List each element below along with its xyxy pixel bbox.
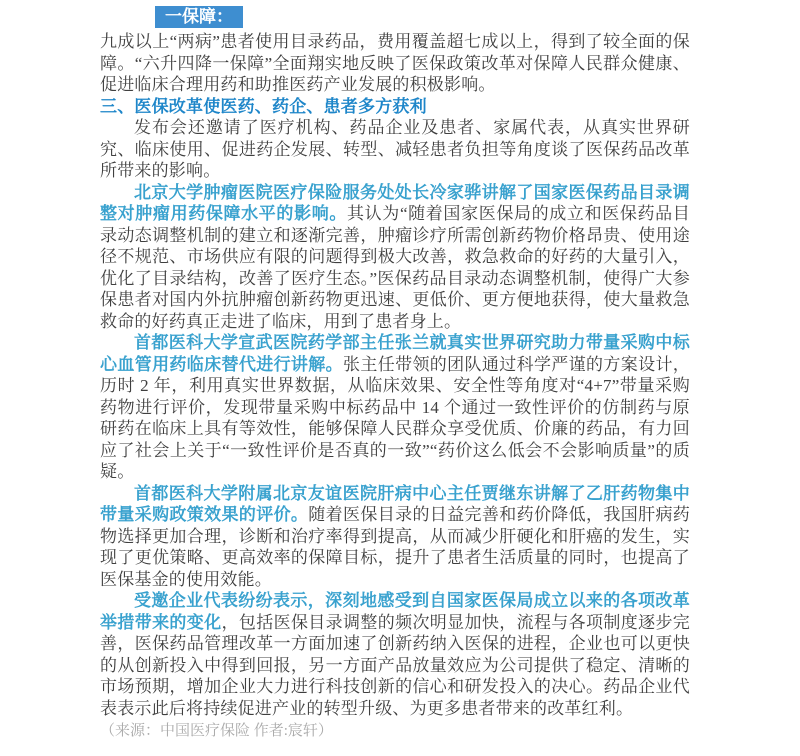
section-heading: 三、医保改革使医药、药企、患者多方获利 (100, 96, 427, 116)
paragraph (100, 483, 690, 591)
body-text: 发布会还邀请了医疗机构、药品企业及患者、家属代表，从真实世界研究、临床使用、促进药企发展、转型、减轻患者负担等角度谈了医保药品改革所带来的影响。 (100, 118, 690, 180)
body-text: 随着医保目录的日益完善和药价降低，我国肝病药物选择更加合理，诊断和治疗率得到提高，从而减少肝硬化和肝癌的发生，实现了更优策略、更高效率的保障目标，提升了患者生活质量的同时，也提高了医保基金的使用效能。 (100, 505, 690, 589)
paragraph (100, 117, 690, 182)
paragraph (100, 590, 690, 719)
body-text: 张主任带领的团队通过科学严谨的方案设计，历时 2 年，利用真实世界数据，从临床效果、安全性等角度对“4+7”带量采购药物进行评价，发现带量采购中标药品中 14 个通过一致性评价的仿制药与原研药在临床上具有等效性，能够保障人民群众享受优质、价廉的药品，有力回应了社会上关于“一致性评价是否真的一致”“药价这么低会不会影响质量”的质疑。 (100, 354, 691, 481)
body-text: 其认为“随着国家医保局的成立和医保药品目录动态调整机制的建立和逐渐完善，肿瘤诊疗所需创新药物价格昂贵、使用途径不规范、市场供应有限的问题得到极大改善，救急救命的好药的大量引入，优化了目录结构，改善了医疗生态。”医保药品目录动态调整机制，使得广大参保患者对国内外抗肿瘤创新药物更迅速、更低价、更方便地获得，使大量救急救命的好药真正走进了临床，用到了患者身上。 (100, 204, 690, 331)
lead-text: 首都医科大学附属北京友谊医院肝病中心主任贾继东讲解了乙肝药物集中带量采购政策效果的评价。 (100, 483, 690, 524)
paragraph (100, 31, 690, 96)
lead-text: 北京大学肿瘤医院医疗保险服务处处长冷家骅讲解了国家医保药品目录调整对肿瘤用药保障水平的影响。 (100, 182, 690, 223)
paragraph (100, 182, 690, 333)
source-line: （来源：中国医疗保险 作者:宸轩） (100, 723, 333, 739)
body-text: 九成以上“两病”患者使用目录药品，费用覆盖超七成以上，得到了较全面的保障。“六升四降一保障”全面翔实地反映了医保政策改革对保障人民群众健康、促进临床合理用药和助推医药产业发展的积极影响。 (100, 32, 690, 94)
lead-text: 首都医科大学宣武医院药学部主任张兰就真实世界研究助力带量采购中标心血管用药临床替代进行讲解。 (100, 333, 690, 374)
paragraph (100, 332, 690, 483)
article-body (100, 31, 690, 719)
section-badge: 一保障： (155, 6, 243, 28)
body-text: ，包括医保目录调整的频次明显加快，流程与各项制度逐步完善，医保药品管理改革一方面加速了创新药纳入医保的进程，企业也可以更快的从创新投入中得到回报，另一方面产品放量效应为公司提供了稳定、清晰的市场预期，增加企业大力进行科技创新的信心和研发投入的决心。药品企业代表表示此后将持续促进产业的转型升级、为更多患者带来的改革红利。 (100, 612, 691, 718)
lead-text: 受邀企业代表纷纷表示，深刻地感受到自国家医保局成立以来的各项改革举措带来的变化 (100, 591, 690, 632)
